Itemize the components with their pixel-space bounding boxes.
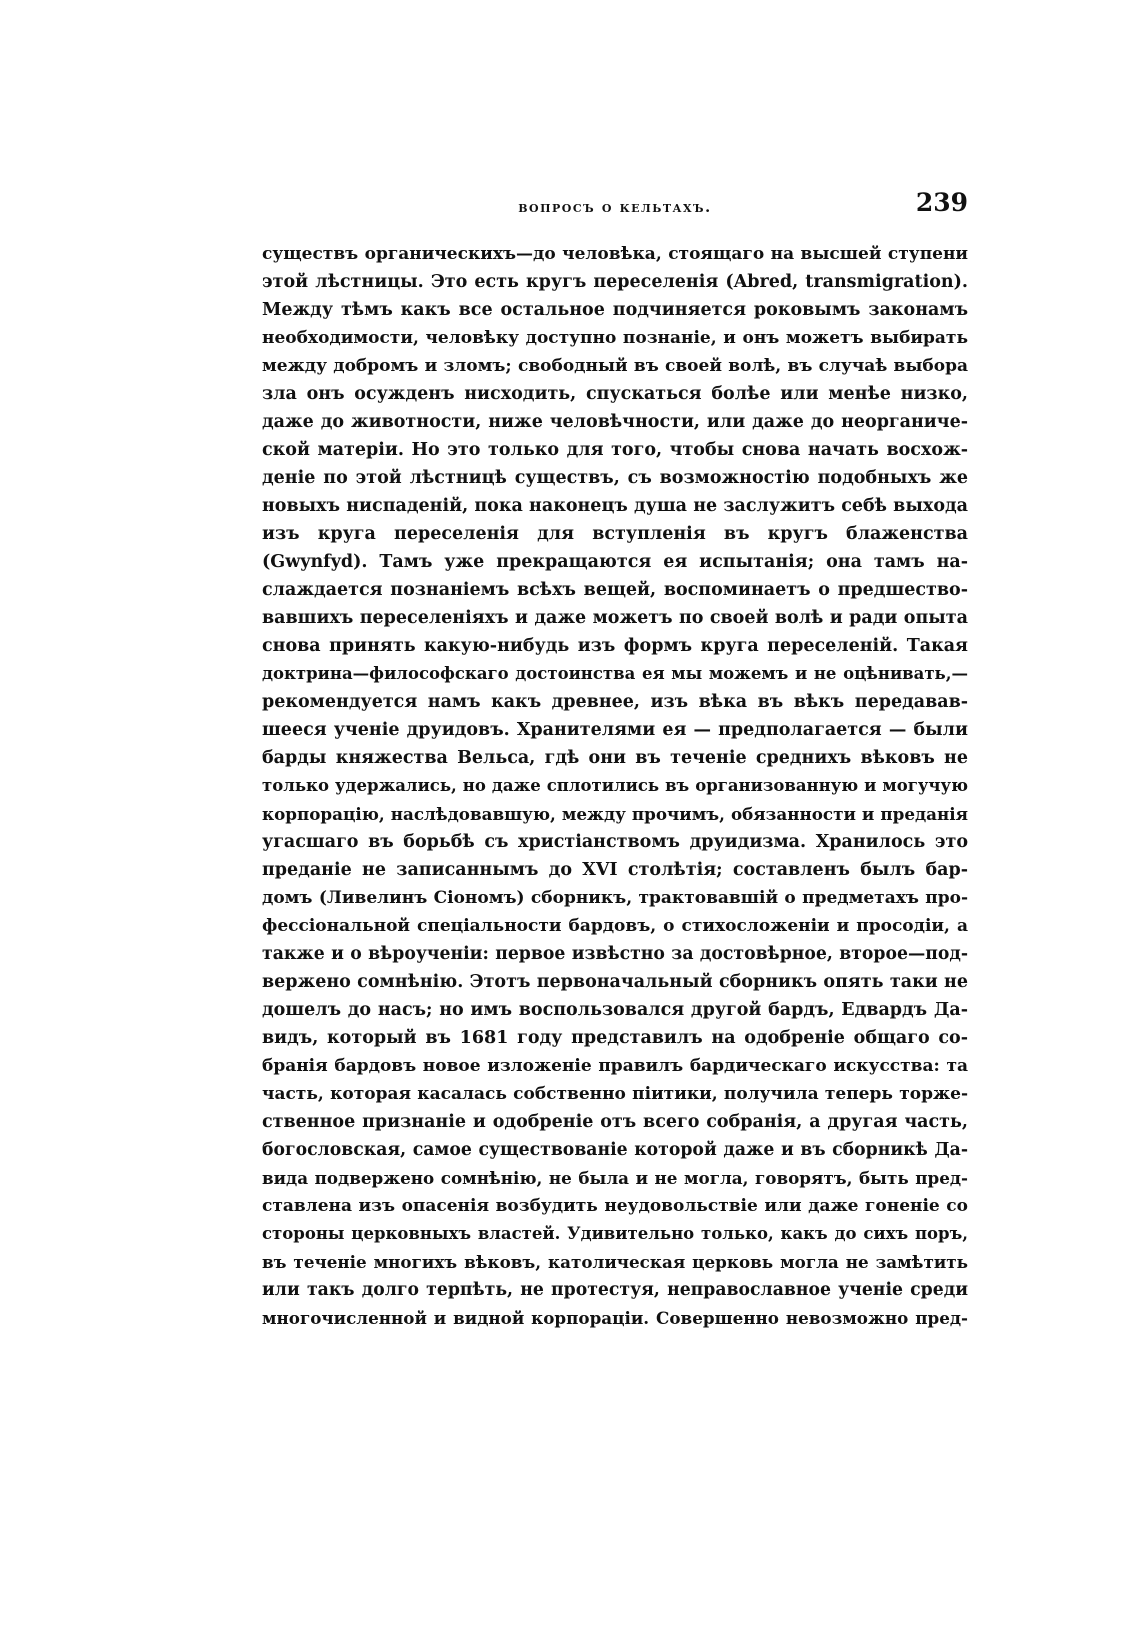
text-line: барды княжества Вельса, гдѣ они въ теченіе среднихъ вѣковъ не	[262, 748, 968, 768]
text-line: также и о вѣроученіи: первое извѣстно за достовѣрное, второе—под-	[262, 944, 968, 964]
text-line: вавшихъ переселеніяхъ и даже можетъ по своей волѣ и ради опыта	[262, 608, 968, 628]
running-title: вопросъ о кельтахъ.	[518, 198, 712, 216]
text-line: видъ, который въ 1681 году представилъ на одобреніе общаго со-	[262, 1028, 968, 1048]
text-line: ставлена изъ опасенія возбудить неудовольствіе или даже гоненіе со	[262, 1196, 968, 1216]
text-line: доктрина—философскаго достоинства ея мы можемъ и не оцѣнивать,—	[262, 664, 968, 683]
text-line: рекомендуется намъ какъ древнее, изъ вѣка въ вѣкъ передавав-	[262, 692, 968, 712]
text-line: ственное признаніе и одобреніе отъ всего собранія, а другая часть,	[262, 1112, 968, 1132]
text-line: дошелъ до насъ; но имъ воспользовался другой бардъ, Едвардъ Да-	[262, 1000, 968, 1020]
text-line: существъ органическихъ—до человѣка, стоящаго на высшей ступени	[262, 244, 968, 264]
text-line: этой лѣстницы. Это есть кругъ переселенія (Abred, transmigration).	[262, 272, 968, 292]
text-line: Между тѣмъ какъ все остальное подчиняется роковымъ законамъ	[262, 300, 968, 320]
text-line: въ теченіе многихъ вѣковъ, католическая церковь могла не замѣтить	[262, 1252, 968, 1272]
body-text	[262, 240, 968, 1332]
text-line: даже до животности, ниже человѣчности, или даже до неорганиче-	[262, 412, 968, 432]
text-line: вержено сомнѣнію. Этотъ первоначальный сборникъ опять таки не	[262, 972, 968, 992]
text-line: вида подвержено сомнѣнію, не была и не могла, говорятъ, быть пред-	[262, 1168, 968, 1188]
text-line: ской матеріи. Но это только для того, чтобы снова начать восхож-	[262, 440, 968, 460]
text-line: деніе по этой лѣстницѣ существъ, съ возможностію подобныхъ же	[262, 468, 968, 488]
text-line: бранія бардовъ новое изложеніе правилъ бардическаго искусства: та	[262, 1056, 968, 1076]
text-line: угасшаго въ борьбѣ съ христіанствомъ друидизма. Хранилось это	[262, 832, 968, 852]
text-line: изъ круга переселенія для вступленія въ кругъ блаженства	[262, 524, 968, 544]
text-line: фессіональной спеціальности бардовъ, о стихосложеніи и просодіи, а	[262, 916, 968, 936]
page-number: 239	[915, 188, 968, 217]
text-line: между добромъ и зломъ; свободный въ своей волѣ, въ случаѣ выбора	[262, 356, 968, 376]
text-line: только удержались, но даже сплотились въ организованную и могучую	[262, 776, 968, 795]
text-line: новыхъ ниспаденій, пока наконецъ душа не заслужитъ себѣ выхода	[262, 496, 968, 516]
text-line: слаждается познаніемъ всѣхъ вещей, воспоминаетъ о предшество-	[262, 580, 968, 600]
text-line: зла онъ осужденъ нисходить, спускаться болѣе или менѣе низко,	[262, 384, 968, 404]
text-line: стороны церковныхъ властей. Удивительно только, какъ до сихъ поръ,	[262, 1224, 968, 1243]
text-line: шееся ученіе друидовъ. Хранителями ея — предполагается — были	[262, 720, 968, 740]
text-line: (Gwynfyd). Тамъ уже прекращаются ея испытанія; она тамъ на-	[262, 552, 968, 572]
text-line: многочисленной и видной корпораціи. Совершенно невозможно пред-	[262, 1308, 968, 1328]
text-line: богословская, самое существованіе которой даже и въ сборникѣ Да-	[262, 1140, 968, 1160]
text-line: преданіе не записаннымъ до XVI столѣтія; составленъ былъ бар-	[262, 860, 968, 880]
text-line: домъ (Ливелинъ Сіономъ) сборникъ, трактовавшій о предметахъ про-	[262, 888, 968, 908]
text-line: снова принять какую-нибудь изъ формъ круга переселеній. Такая	[262, 636, 968, 656]
text-line: корпорацію, наслѣдовавшую, между прочимъ, обязанности и преданія	[262, 804, 968, 824]
text-line: или такъ долго терпѣть, не протестуя, неправославное ученіе среди	[262, 1280, 968, 1300]
text-line: часть, которая касалась собственно піитики, получила теперь торже-	[262, 1084, 968, 1104]
text-line: необходимости, человѣку доступно познаніе, и онъ можетъ выбирать	[262, 328, 968, 348]
running-head	[262, 186, 968, 226]
